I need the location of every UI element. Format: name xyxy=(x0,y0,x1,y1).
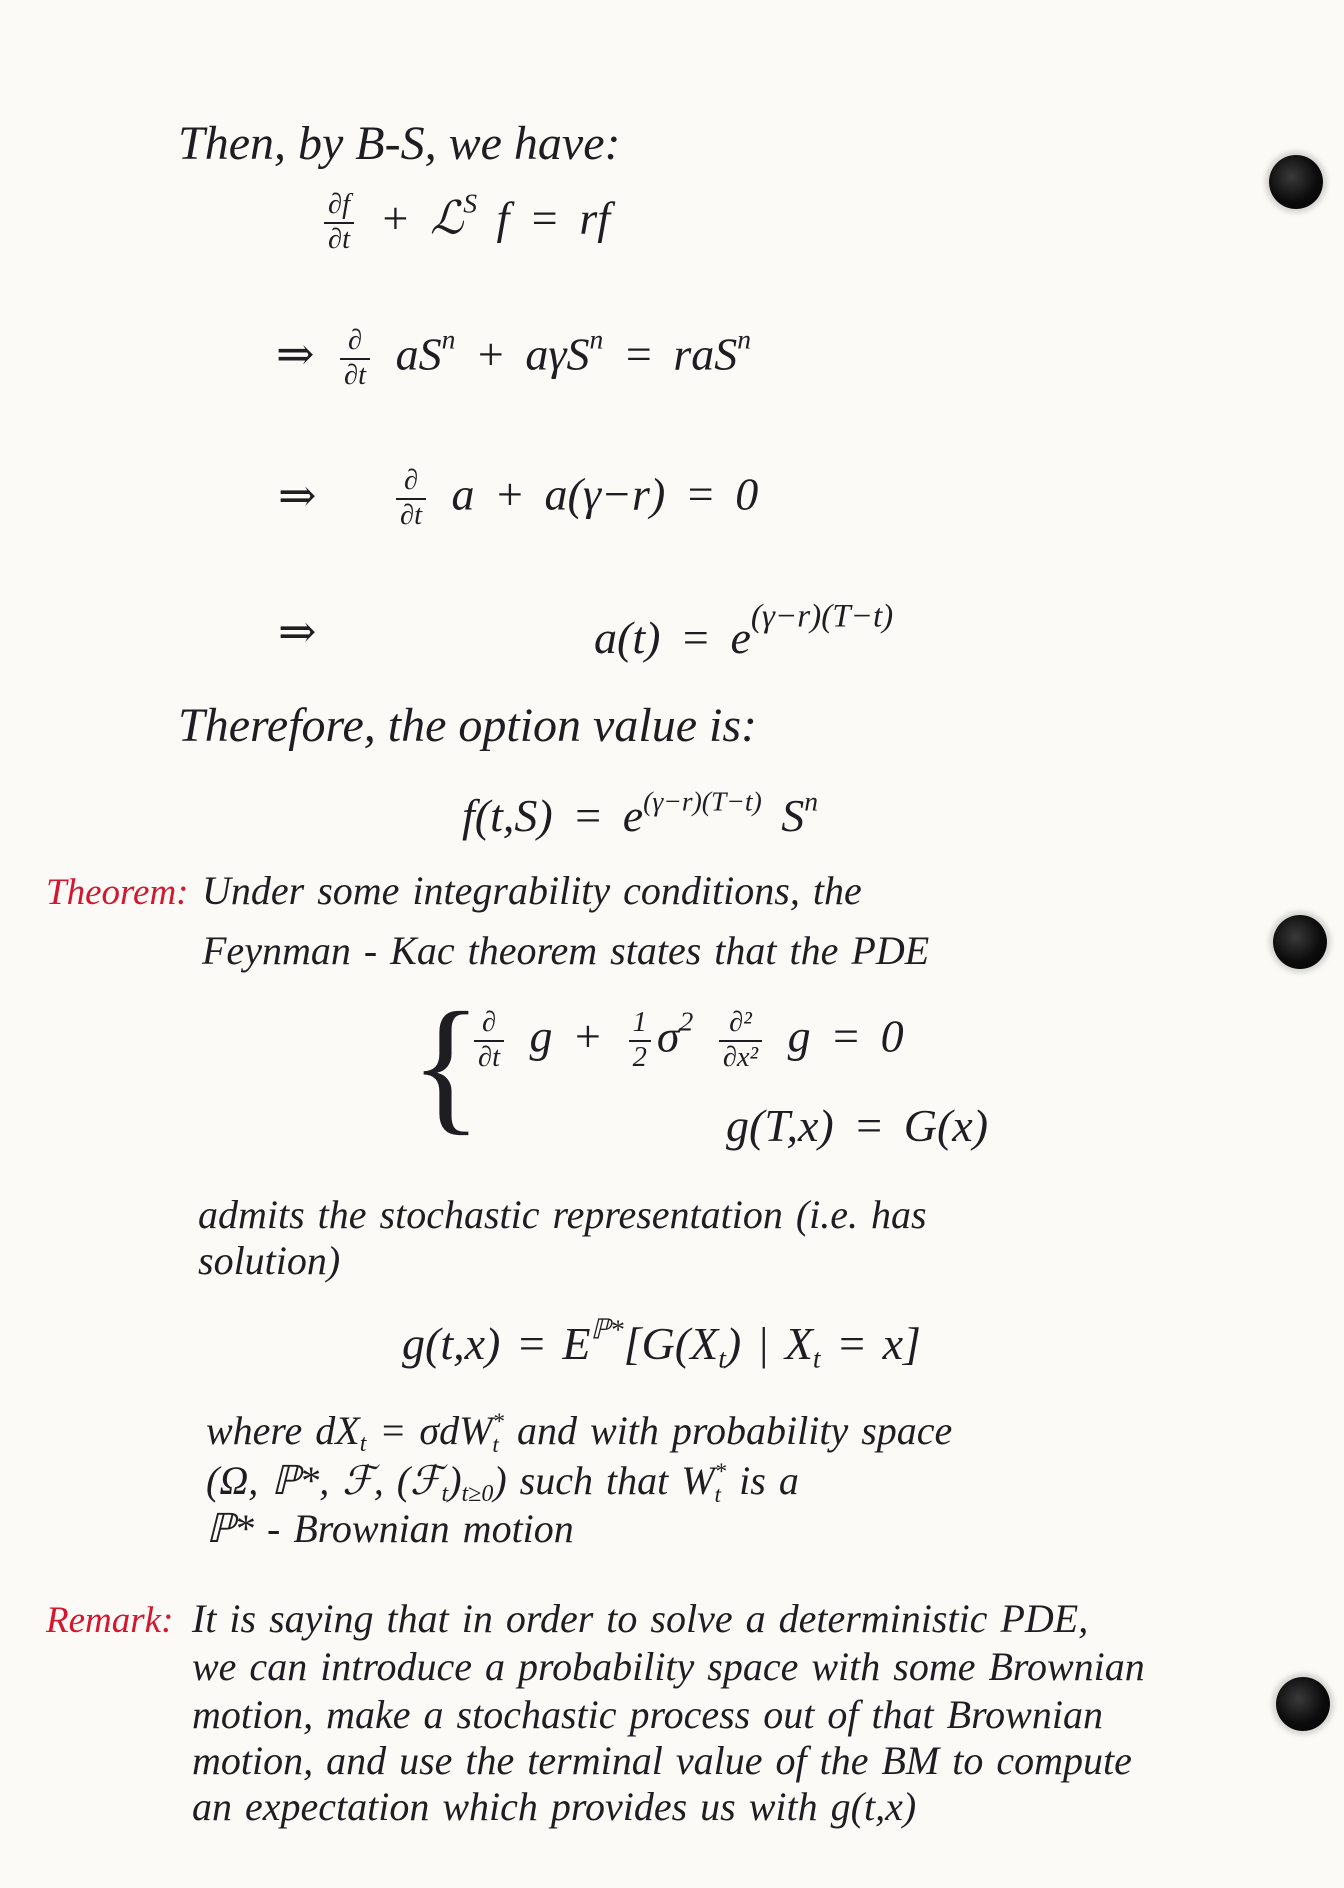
option-value-power: n xyxy=(804,785,819,817)
option-value-exponent: (γ−r)(T−t) xyxy=(643,785,762,817)
d-dt-fraction xyxy=(396,466,426,532)
star-t-script xyxy=(714,1458,727,1509)
therefore-line: Therefore, the option value is: xyxy=(178,699,757,752)
ode-equation xyxy=(390,466,758,532)
pde-line xyxy=(468,1005,904,1074)
star-t-script xyxy=(492,1408,505,1459)
theorem-label: Theorem: xyxy=(46,872,189,913)
where-line-2 xyxy=(206,1458,799,1507)
pde-g-plus: g + xyxy=(529,1010,604,1062)
bs-pde-equation xyxy=(318,187,611,256)
d2-dx2-fraction xyxy=(719,1008,762,1074)
d-dt-fraction xyxy=(340,326,370,392)
subscript-t: t xyxy=(441,1481,449,1508)
option-value-base: S xyxy=(781,790,805,841)
where-text: where dX xyxy=(206,1408,360,1453)
hole-punch-middle xyxy=(1273,915,1327,969)
is-a-text: is a xyxy=(726,1458,799,1503)
plus-sign: + xyxy=(379,192,411,244)
such-that-text: ) such that W xyxy=(493,1458,715,1503)
sigma-symbol: σ xyxy=(656,1010,680,1062)
filtration-close: ) xyxy=(448,1458,462,1503)
implies-arrow: ⇒ xyxy=(276,328,315,380)
theorem-line-2: Feynman - Kac theorem states that the PDE xyxy=(202,928,930,973)
fraction-numerator: 1 xyxy=(629,1008,651,1042)
space-tuple-start: (Ω, ℙ*, ℱ, (ℱ xyxy=(206,1458,442,1503)
representation-open: [G(X xyxy=(623,1318,719,1369)
representation-close: = x] xyxy=(820,1318,921,1369)
option-value-equation xyxy=(462,785,819,843)
fraction-denominator: ∂t xyxy=(344,359,367,391)
term-1: aS xyxy=(395,328,442,380)
fraction-denominator: ∂x² xyxy=(722,1041,759,1073)
fraction-denominator: ∂t xyxy=(478,1041,501,1073)
fraction-numerator: ∂ xyxy=(474,1008,504,1042)
theorem-line-1: Under some integrability conditions, the xyxy=(202,868,862,913)
probability-space-text: and with probability space xyxy=(504,1408,953,1453)
ode-rest: a + a(γ−r) = 0 xyxy=(451,468,759,520)
subscript-t-geq-0: t≥0 xyxy=(461,1481,494,1508)
implies-arrow: ⇒ xyxy=(278,470,317,521)
term-1-power: n xyxy=(441,323,456,355)
terminal-condition: g(T,x) = G(x) xyxy=(726,1100,989,1151)
solution-exponent: (γ−r)(T−t) xyxy=(750,597,894,635)
representation-mid: ) | X xyxy=(725,1318,813,1369)
term-2: + aγS xyxy=(474,328,590,380)
fraction-denominator: ∂t xyxy=(400,499,423,531)
where-line-1 xyxy=(206,1408,952,1457)
remark-line-2: we can introduce a probability space with some Brownian xyxy=(192,1644,1145,1689)
remark-label: Remark: xyxy=(46,1600,174,1641)
solution-a-equation xyxy=(594,597,894,665)
term-3-power: n xyxy=(737,323,752,355)
term-3: = raS xyxy=(622,328,738,380)
admits-line-2: solution) xyxy=(198,1238,341,1283)
hole-punch-bottom xyxy=(1276,1677,1330,1731)
subscript-t: t xyxy=(718,1342,726,1374)
solution-lhs: a(t) = e xyxy=(594,612,751,663)
option-value-lhs: f(t,S) = e xyxy=(462,790,644,841)
generator-superscript: S xyxy=(463,187,477,219)
term-2-power: n xyxy=(589,323,604,355)
fraction-numerator: ∂ xyxy=(340,326,370,360)
pde-tail: g = 0 xyxy=(787,1010,904,1062)
hole-punch-top xyxy=(1269,155,1323,209)
subscript-t: t xyxy=(359,1431,367,1458)
superscript-star: * xyxy=(492,1408,505,1435)
one-half-fraction xyxy=(629,1008,651,1074)
intro-line: Then, by B-S, we have: xyxy=(178,117,621,170)
substitution-equation xyxy=(276,323,752,392)
sigma-power: 2 xyxy=(679,1005,694,1037)
df-dt-fraction xyxy=(324,190,354,256)
system-brace: { xyxy=(410,982,482,1148)
remark-line-3: motion, make a stochastic process out of that Brownian xyxy=(192,1692,1103,1737)
subscript-t: t xyxy=(812,1342,821,1374)
fraction-denominator: 2 xyxy=(632,1041,647,1073)
where-line-3: ℙ* - Brownian motion xyxy=(206,1506,574,1551)
subscript-t: t xyxy=(492,1432,499,1459)
generator-symbol: ℒ xyxy=(430,192,464,244)
d-dt-fraction xyxy=(474,1008,504,1074)
fraction-numerator: ∂ xyxy=(396,466,426,500)
remark-line-1: It is saying that in order to solve a deterministic PDE, xyxy=(192,1596,1089,1641)
admits-line-1: admits the stochastic representation (i.e. has xyxy=(198,1192,927,1237)
sigma-dw: = σdW xyxy=(366,1408,493,1453)
superscript-star: * xyxy=(714,1458,727,1485)
subscript-t: t xyxy=(714,1482,721,1509)
representation-lhs: g(t,x) = E xyxy=(402,1318,591,1369)
fraction-numerator: ∂² xyxy=(719,1008,762,1042)
fraction-numerator: ∂f xyxy=(324,190,354,224)
implies-arrow: ⇒ xyxy=(278,606,317,657)
stochastic-representation-equation xyxy=(402,1313,921,1374)
expectation-measure: ℙ* xyxy=(590,1313,624,1345)
fraction-denominator: ∂t xyxy=(328,223,351,255)
remark-line-4: motion, and use the terminal value of the BM to compute xyxy=(192,1738,1132,1783)
equation-rhs: f = rf xyxy=(496,192,611,244)
remark-line-5: an expectation which provides us with g(t,x) xyxy=(192,1784,917,1829)
